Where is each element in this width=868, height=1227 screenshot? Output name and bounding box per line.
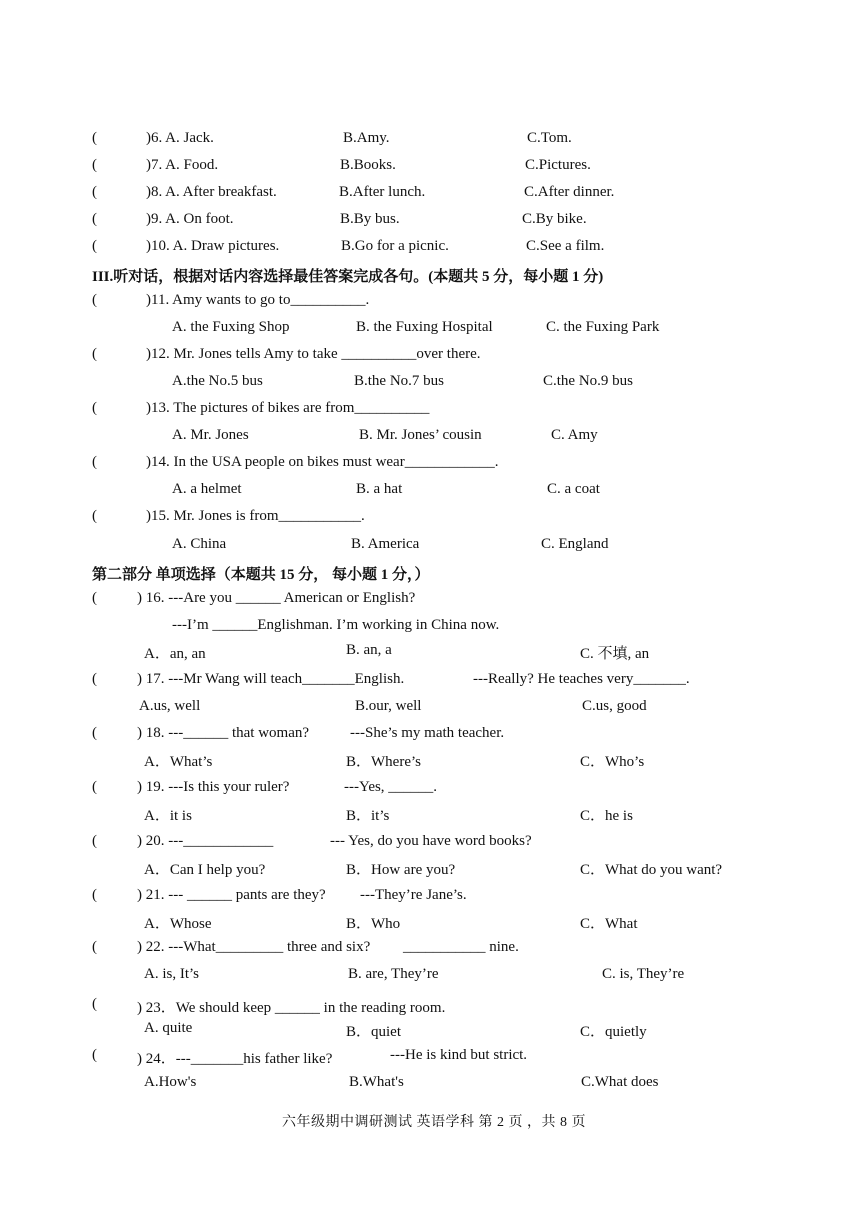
option-c: C. the Fuxing Park <box>546 319 660 335</box>
question-20-options <box>0 858 868 880</box>
question-19-options <box>0 804 868 826</box>
question-9 <box>0 211 868 233</box>
answer-paren: ( <box>92 1047 97 1063</box>
question-stem: ) 20. ---____________ <box>137 833 274 849</box>
question-stem: ) 23．We should keep ______ in the reading room. <box>137 1000 446 1016</box>
page-footer: 六年级期中调研测试 英语学科 第 2 页 ，共 8 页 <box>282 1115 586 1130</box>
option-b: B. Mr. Jones’ cousin <box>359 427 482 443</box>
question-16-line-2 <box>0 617 868 639</box>
question-stem: )13. The pictures of bikes are from__________ <box>146 400 430 416</box>
option-c: C.the No.9 bus <box>543 373 633 389</box>
question-10 <box>0 238 868 260</box>
question-response: ---Yes, ______. <box>344 779 438 795</box>
answer-paren: ( <box>92 779 97 795</box>
option-b: B.Books. <box>340 157 396 173</box>
question-stem: )12. Mr. Jones tells Amy to take __________over there. <box>146 346 481 362</box>
option-c: C.Tom. <box>527 130 572 146</box>
question-response: ---She’s my math teacher. <box>350 725 505 741</box>
option-a: A. a helmet <box>172 481 242 497</box>
answer-paren: ( <box>92 508 97 524</box>
option-a: A．an, an <box>144 646 206 662</box>
option-b: B．Where’s <box>346 754 421 770</box>
option-a: A.us, well <box>139 698 201 714</box>
option-b: B. an, a <box>346 642 392 658</box>
question-20 <box>0 833 868 855</box>
answer-paren: ( <box>92 130 97 146</box>
question-24 <box>0 1047 868 1069</box>
answer-paren: ( <box>92 346 97 362</box>
option-b: B. a hat <box>356 481 403 497</box>
question-12-options <box>0 373 868 395</box>
question-17 <box>0 671 868 693</box>
option-b: B．quiet <box>346 1024 401 1040</box>
option-c: C. 不填, an <box>580 646 650 662</box>
option-b: B.Amy. <box>343 130 390 146</box>
answer-paren: ( <box>92 211 97 227</box>
question-stem: ) 21. --- ______ pants are they? <box>137 887 326 903</box>
option-b: B.By bus. <box>340 211 400 227</box>
question-11-options <box>0 319 868 341</box>
question-response: ---They’re Jane’s. <box>360 887 467 903</box>
question-7 <box>0 157 868 179</box>
option-c: C. a coat <box>547 481 600 497</box>
question-24-options <box>0 1074 868 1096</box>
section-3-title: III.听对话，根据对话内容选择最佳答案完成各句。(本题共 5 分，每小题 1 分) <box>92 269 604 285</box>
question-response: ___________ nine. <box>403 939 519 955</box>
question-stem: )6. A. Jack. <box>146 130 214 146</box>
question-22-options <box>0 966 868 988</box>
option-a: A.How's <box>144 1074 197 1090</box>
question-stem: )8. A. After breakfast. <box>146 184 277 200</box>
question-stem: ) 16. ---Are you ______ American or English? <box>137 590 416 606</box>
answer-paren: ( <box>92 725 97 741</box>
option-b: B．Who <box>346 916 401 932</box>
option-c: C. England <box>541 536 609 552</box>
option-a: A. quite <box>144 1020 193 1036</box>
option-a: A．Whose <box>144 916 212 932</box>
question-stem: )10. A. Draw pictures. <box>146 238 280 254</box>
question-16 <box>0 590 868 612</box>
answer-paren: ( <box>92 400 97 416</box>
answer-paren: ( <box>92 887 97 903</box>
answer-paren: ( <box>92 238 97 254</box>
option-b: B.Go for a picnic. <box>341 238 449 254</box>
question-response: --- Yes, do you have word books? <box>330 833 532 849</box>
option-c: C.Pictures. <box>525 157 591 173</box>
question-response: ---He is kind but strict. <box>390 1047 528 1063</box>
option-c: C．What do you want? <box>580 862 723 878</box>
question-14 <box>0 454 868 476</box>
question-23-options <box>0 1020 868 1042</box>
question-17-options <box>0 698 868 720</box>
question-15-options <box>0 536 868 558</box>
option-a: A．Can I help you? <box>144 862 266 878</box>
answer-paren: ( <box>92 833 97 849</box>
answer-paren: ( <box>92 292 97 308</box>
question-22 <box>0 939 868 961</box>
answer-paren: ( <box>92 671 97 687</box>
option-c: C.us, good <box>582 698 647 714</box>
option-c: C.See a film. <box>526 238 605 254</box>
question-11 <box>0 292 868 314</box>
option-c: C．he is <box>580 808 633 824</box>
question-stem: ) 19. ---Is this your ruler? <box>137 779 290 795</box>
question-19 <box>0 779 868 801</box>
option-c: C.After dinner. <box>524 184 615 200</box>
question-16-options <box>0 642 868 664</box>
option-c: C．quietly <box>580 1024 647 1040</box>
answer-paren: ( <box>92 184 97 200</box>
answer-paren: ( <box>92 454 97 470</box>
option-b: B.After lunch. <box>339 184 426 200</box>
question-stem: )11. Amy wants to go to__________. <box>146 292 370 308</box>
question-21 <box>0 887 868 909</box>
option-b: B．How are you? <box>346 862 456 878</box>
answer-paren: ( <box>92 590 97 606</box>
option-b: B.the No.7 bus <box>354 373 444 389</box>
question-18-options <box>0 750 868 772</box>
option-c: C．Who’s <box>580 754 645 770</box>
question-13 <box>0 400 868 422</box>
question-stem: )14. In the USA people on bikes must wear____________. <box>146 454 499 470</box>
question-15 <box>0 508 868 530</box>
question-stem: )7. A. Food. <box>146 157 219 173</box>
option-b: B.our, well <box>355 698 422 714</box>
option-c: C. Amy <box>551 427 598 443</box>
question-13-options <box>0 427 868 449</box>
option-a: A. Mr. Jones <box>172 427 249 443</box>
question-stem: )9. A. On foot. <box>146 211 234 227</box>
question-stem: ) 18. ---______ that woman? <box>137 725 310 741</box>
answer-paren: ( <box>92 939 97 955</box>
option-a: A. the Fuxing Shop <box>172 319 290 335</box>
option-c: C.What does <box>581 1074 659 1090</box>
option-b: B. the Fuxing Hospital <box>356 319 493 335</box>
question-18 <box>0 725 868 747</box>
option-b: B．it’s <box>346 808 390 824</box>
question-response: ---Really? He teaches very_______. <box>473 671 690 687</box>
option-b: B.What's <box>349 1074 404 1090</box>
option-a: A. is, It’s <box>144 966 200 982</box>
option-a: A．it is <box>144 808 192 824</box>
option-b: B. America <box>351 536 420 552</box>
question-8 <box>0 184 868 206</box>
option-a: A. China <box>172 536 227 552</box>
answer-paren: ( <box>92 157 97 173</box>
option-a: A．What’s <box>144 754 213 770</box>
question-stem: ) 22. ---What_________ three and six? <box>137 939 371 955</box>
question-6 <box>0 130 868 152</box>
option-a: A.the No.5 bus <box>172 373 263 389</box>
question-stem: ) 17. ---Mr Wang will teach_______English. <box>137 671 405 687</box>
question-23 <box>0 996 868 1018</box>
question-stem: )15. Mr. Jones is from___________. <box>146 508 365 524</box>
part-2-title: 第二部分 单项选择（本题共 15 分， 每小题 1 分，） <box>92 567 430 583</box>
question-21-options <box>0 912 868 934</box>
question-stem-2: ---I’m ______Englishman. I’m working in China now. <box>172 617 500 633</box>
option-b: B. are, They’re <box>348 966 439 982</box>
question-14-options <box>0 481 868 503</box>
option-c: C. is, They’re <box>602 966 685 982</box>
answer-paren: ( <box>92 996 97 1012</box>
option-c: C．What <box>580 916 638 932</box>
question-12 <box>0 346 868 368</box>
option-c: C.By bike. <box>522 211 587 227</box>
question-stem: ) 24．---_______his father like? <box>137 1051 333 1067</box>
